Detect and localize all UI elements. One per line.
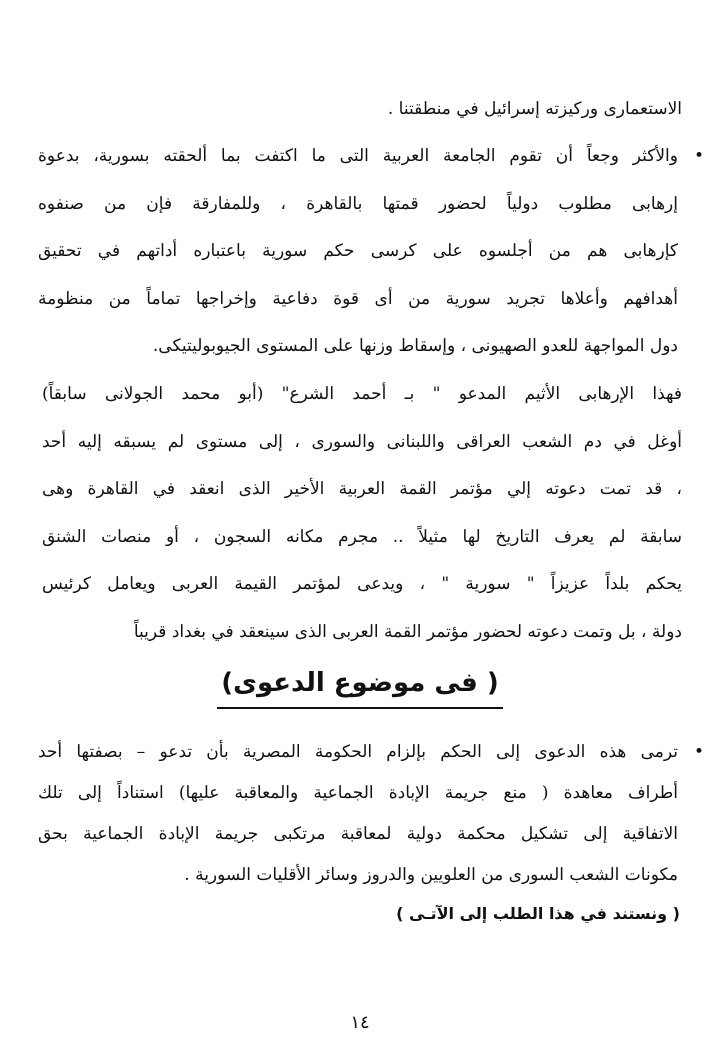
paragraph-intro xyxy=(42,86,682,134)
paragraph-bullet-lawsuit xyxy=(38,732,704,896)
text-line: ، قد تمت دعوته إلي مؤتمر القمة العربية الأخير الذى انعقد في القاهرة وهى xyxy=(42,479,682,499)
page-number: ١٤ xyxy=(350,1012,370,1033)
section-heading-text: ( فى موضوع الدعوى) xyxy=(217,663,502,709)
text-line: فهذا الإرهابى الأثيم المدعو " بـ أحمد الشرع" (أبو محمد الجولانى سابقاً) xyxy=(42,384,682,404)
text-line: والأكثر وجعاً أن تقوم الجامعة العربية التى ما اكتفت بما ألحقته بسورية، بدعوة xyxy=(38,146,678,166)
text-line: أطراف معاهدة ( منع جريمة الإبادة الجماعية والمعاقبة عليها) استناداً إلى تلك xyxy=(38,783,678,803)
text-line: كإرهابى هم من أجلسوه على كرسى حكم سورية باعتباره أداتهم في تحقيق xyxy=(38,241,678,261)
text-line: دول المواجهة للعدو الصهيونى ، وإسقاط وزنها على المستوى الجيوبوليتيكى. xyxy=(152,336,678,356)
section-heading xyxy=(0,663,720,709)
text-line: إرهابى مطلوب دولياً لحضور قمتها بالقاهرة ، وللمفارقة فإن من صنفوه xyxy=(38,193,678,214)
text-line: دولة ، بل وتمت دعوته لحضور مؤتمر القمة العربى الذى سينعقد في بغداد قريباً xyxy=(133,621,682,642)
paragraph-bullet-arab-league xyxy=(38,133,704,371)
bullet-icon: • xyxy=(693,742,704,762)
text-line: يحكم بلداً عزيزاً " سورية " ، ويدعى لمؤتمر القيمة العربى ويعامل كرئيس xyxy=(42,574,682,594)
bullet-icon: • xyxy=(693,146,704,166)
subheading: ( ونستند في هذا الطلب إلى الآتـى ) xyxy=(396,904,680,923)
text-line: الاتفاقية إلى تشكيل محكمة دولية لمعاقبة مرتكبى جريمة الإبادة الجماعية بحق xyxy=(38,824,678,844)
text-line: الاستعمارى وركيزته إسرائيل في منطقتنا . xyxy=(387,99,682,119)
paragraph-terrorist xyxy=(42,371,682,656)
text-line: ترمى هذه الدعوى إلى الحكم بإلزام الحكومة المصرية بأن تدعو – بصفتها أحد xyxy=(38,742,678,762)
text-line: أهدافهم وأعلاها تجريد سورية من أى قوة دفاعية وإخراجها تماماً من منظومة xyxy=(38,288,678,309)
text-line: مكونات الشعب السورى من العلويين والدروز وسائر الأقليات السورية . xyxy=(184,865,678,885)
text-line: أوغل في دم الشعب العراقى واللبنانى والسورى ، إلى مستوى لم يسبقه إليه أحد xyxy=(42,431,682,452)
text-line: سابقة لم يعرف التاريخ لها مثيلاً .. مجرم مكانه السجون ، أو منصات الشنق xyxy=(42,526,682,547)
